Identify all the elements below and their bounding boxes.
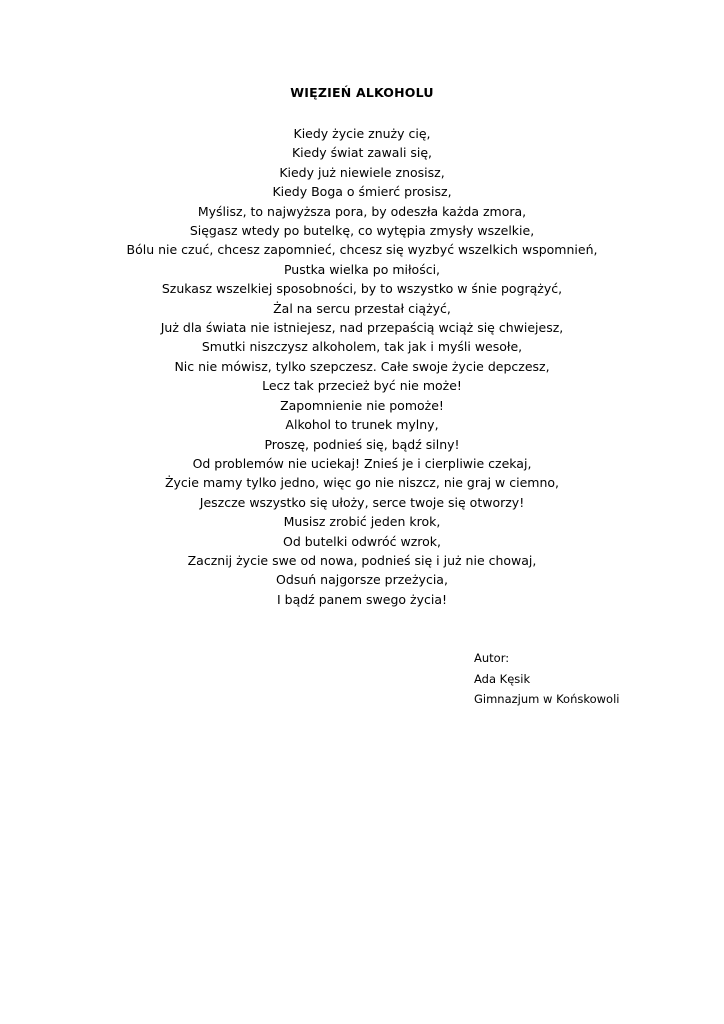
poem-line: Zapomnienie nie pomoże! bbox=[280, 397, 444, 413]
poem-line: Jeszcze wszystko się ułoży, serce twoje się otworzy! bbox=[199, 494, 525, 510]
poem-line: Kiedy świat zawali się, bbox=[291, 145, 433, 161]
poem-line: Musisz zrobić jeden krok, bbox=[283, 514, 441, 530]
poem-title: WIĘZIEŃ ALKOHOLU bbox=[290, 85, 434, 100]
poem-line: Smutki niszczysz alkoholem, tak jak i myśli wesołe, bbox=[201, 339, 523, 355]
poem-line: Szukasz wszelkiej sposobności, by to wszystko w śnie pogrążyć, bbox=[161, 281, 563, 297]
poem-line: Myślisz, to najwyższa pora, by odeszła każda zmora, bbox=[197, 203, 527, 219]
poem-line: Od butelki odwróć wzrok, bbox=[282, 533, 442, 549]
poem-line: Lecz tak przecież być nie może! bbox=[262, 378, 462, 394]
poem-line: Kiedy już niewiele znosisz, bbox=[279, 164, 445, 180]
poem-line: Już dla świata nie istniejesz, nad przepaścią wciąż się chwiejesz, bbox=[160, 320, 564, 336]
author-school: Gimnazjum w Końskowoli bbox=[474, 692, 620, 706]
poem-line: Alkohol to trunek mylny, bbox=[285, 417, 439, 433]
poem-line: Kiedy życie znuży cię, bbox=[293, 126, 431, 141]
author-name: Ada Kęsik bbox=[474, 671, 531, 686]
poem-line: Bólu nie czuć, chcesz zapomnieć, chcesz się wyzbyć wszelkich wspomnień, bbox=[126, 242, 598, 258]
poem-line: Od problemów nie uciekaj! Znieś je i cierpliwie czekaj, bbox=[192, 455, 532, 471]
poem-line: Sięgasz wtedy po butelkę, co wytępia zmysły wszelkie, bbox=[189, 223, 535, 239]
poem-line: Proszę, podnieś się, bądź silny! bbox=[264, 436, 460, 452]
poem-line: Życie mamy tylko jedno, więc go nie niszcz, nie graj w ciemno, bbox=[164, 475, 560, 491]
poem-line: Żal na sercu przestał ciążyć, bbox=[273, 300, 451, 316]
poem-line: I bądź panem swego życia! bbox=[276, 591, 448, 607]
poem-line: Pustka wielka po miłości, bbox=[283, 261, 441, 277]
poem-line: Nic nie mówisz, tylko szepczesz. Całe swoje życie depczesz, bbox=[174, 358, 550, 374]
author-block bbox=[474, 648, 620, 710]
poem-line: Kiedy Boga o śmierć prosisz, bbox=[272, 184, 452, 200]
author-label: Autor: bbox=[474, 651, 510, 665]
poem-line: Odsuń najgorsze przeżycia, bbox=[276, 572, 448, 588]
poem-line: Zacznij życie swe od nowa, podnieś się i już nie chowaj, bbox=[187, 552, 537, 568]
poem-body bbox=[0, 124, 724, 609]
